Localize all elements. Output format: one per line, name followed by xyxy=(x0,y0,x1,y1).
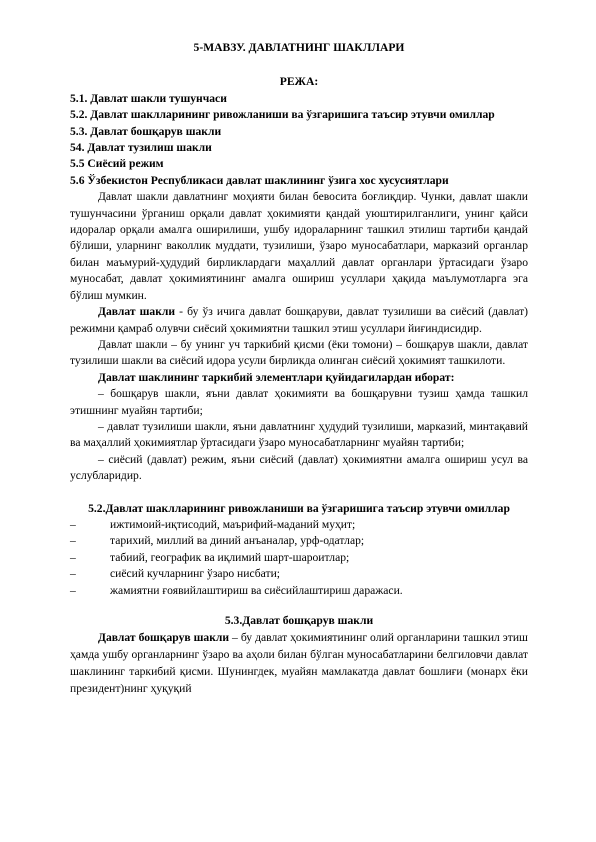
plan-label: РЕЖА: xyxy=(279,75,319,89)
section-heading-5-2: 5.2.Давлат шаклларининг ривожланиши ва ўзгаришига таъсир этувчи омиллар xyxy=(88,501,510,515)
list-item-text: табиий, географик ва иқлимий шарт-шароитлар; xyxy=(110,550,350,564)
dash-marker: – xyxy=(70,517,76,531)
governance-text: – бу давлат ҳокимиятининг олий органларини ташкил этиш ҳамда ушбу органларнинг ўзаро ва аҳоли билан бўлган муносабатларини белгиловчи давлат шаклининг таркибий қисми. Шунингдек, муайян мамлакатда давлат бошлиғи (монарх ёки президент)нинг ҳуқуқий xyxy=(70,631,528,696)
governance-term: Давлат бошқарув шакли xyxy=(98,631,230,645)
paragraph-governance xyxy=(70,629,528,697)
elements-heading: Давлат шаклининг таркибий элементлари қуйидагилардан иборат: xyxy=(98,370,455,384)
plan-item: 5.5 Сиёсий режим xyxy=(70,157,164,171)
list-item-text: тарихий, миллий ва диний анъаналар, урф-одатлар; xyxy=(110,534,365,548)
paragraph-components: Давлат шакли – бу унинг уч таркибий қисми (ёки томони) – бошқарув шакли, давлат тузилиши шакли ва сиёсий идора усули бирликда олинган сиёсий ҳокимият ташкилоти. xyxy=(70,337,528,368)
plan-list xyxy=(70,91,528,189)
list-item-text: жамиятни ғоявийлаштириш ва сиёсийлаштириш даражаси. xyxy=(110,583,403,597)
list-item xyxy=(70,566,528,582)
plan-item: 5.1. Давлат шакли тушунчаси xyxy=(70,91,227,105)
paragraph-intro: Давлат шакли давлатнинг моҳияти билан бевосита боғлиқдир. Чунки, давлат шакли тушунчасини ўрганиш орқали давлат ҳокимияти қандай уюштирилганлиги, унинг қайси идоралар орқали амалга оширилиши, ушбу идораларнинг ташкил этилиш тартиби қандай бўлиши, уларнинг ваколлик муддати, тузилиши, ўзаро муносабатлари, марказий органлар билан маъмурий-ҳудудий бирликлардаги маҳаллий давлат органлари ўртасидаги ўзаро муносабат, давлат ҳокимиятининг амалга ошириш усуллари ҳақида маълумотларга эга бўлиш мумкин. xyxy=(70,190,528,302)
list-item-text: ижтимоий-иқтисодий, маърифий-маданий муҳит; xyxy=(110,517,356,531)
list-item-text: сиёсий кучларнинг ўзаро нисбати; xyxy=(110,567,280,581)
plan-item: 54. Давлат тузилиш шакли xyxy=(70,141,212,155)
factors-list xyxy=(70,517,528,599)
paragraph-definition xyxy=(70,304,528,337)
plan-item: 5.2. Давлат шаклларининг ривожланиши ва ўзгаришига таъсир этувчи омиллар xyxy=(70,108,495,122)
page-title: 5-МАВЗУ. ДАВЛАТНИНГ ШАКЛЛАРИ xyxy=(193,41,405,54)
dash-marker: – xyxy=(70,583,76,597)
definition-text: - бу ўз ичига давлат бошқаруви, давлат тузилиши ва сиёсий (давлат) режимни қамраб олувчи сиёсий ҳокимиятни ташкил этиш усуллари йиғиндисидир. xyxy=(70,305,528,335)
list-item xyxy=(70,583,528,599)
section-heading-5-3: 5.3.Давлат бошқарув шакли xyxy=(224,614,374,627)
dash-marker: – xyxy=(70,567,76,581)
element-item: – давлат тузилиши шакли, яъни давлатнинг ҳудудий тузилиши, марказий, минтақавий ва маҳаллий ҳокимиятлар ўртасидаги ўзаро муносабатларнинг муайян тартиби; xyxy=(70,419,528,450)
definition-term: Давлат шакли xyxy=(98,305,176,319)
dash-marker: – xyxy=(70,534,76,548)
element-item: – бошқарув шакли, яъни давлат ҳокимияти ва бошқарувни тузиш ҳамда ташкил этишнинг муайян тартиби; xyxy=(70,387,528,417)
list-item xyxy=(70,533,528,549)
element-item: – сиёсий (давлат) режим, яъни сиёсий (давлат) ҳокимиятни амалга ошириш усул ва услубларидир. xyxy=(70,452,528,483)
plan-item: 5.3. Давлат бошқарув шакли xyxy=(70,124,222,138)
plan-item: 5.6 Ўзбекистон Республикаси давлат шаклининг ўзига хос хусусиятлари xyxy=(70,173,449,187)
list-item xyxy=(70,550,528,566)
dash-marker: – xyxy=(70,550,76,564)
list-item xyxy=(70,517,528,533)
